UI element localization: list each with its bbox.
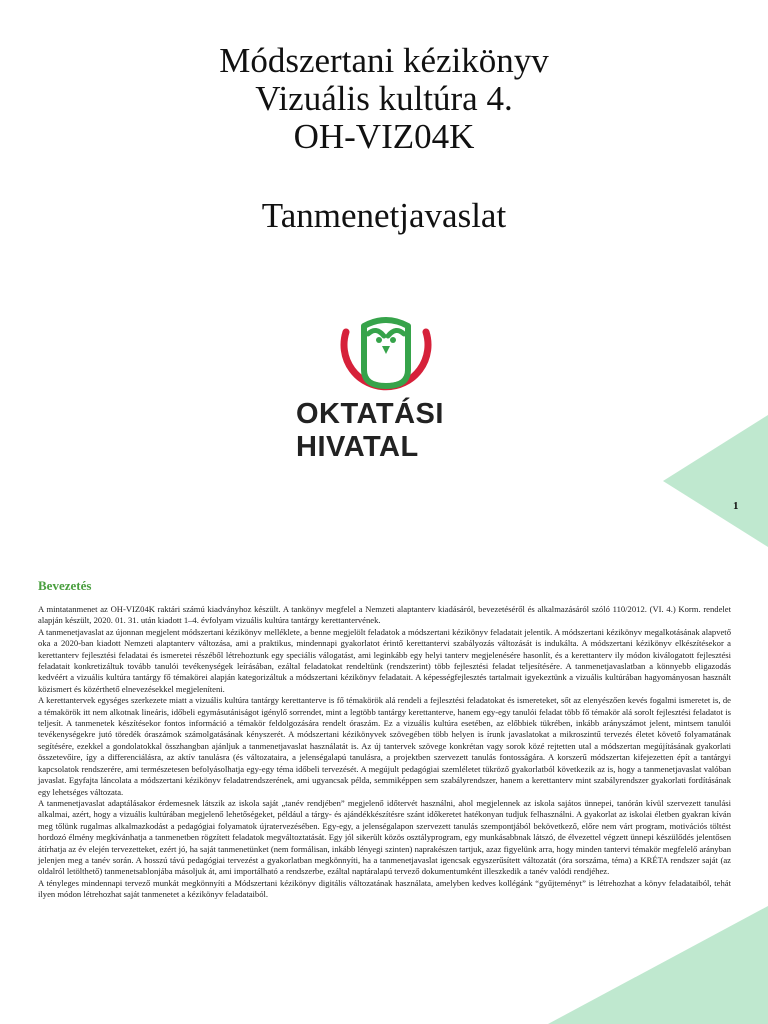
logo-wordmark: [296, 398, 486, 464]
title-line-2: Vizuális kultúra 4.: [255, 79, 513, 118]
title-line-1: Módszertani kézikönyv: [219, 41, 549, 80]
owl-logo-icon: [316, 312, 456, 392]
paragraph: A tanmenetjavaslat az újonnan megjelent módszertani kézikönyv melléklete, a benne megjelölt feladatok a módszertani kézikönyv feladatait jelentik. A módszertani kézikönyv megalkotásának alapvető oka a 2020-ban kiadott Nemzeti alaptanterv változása, ami a praktikus, mindennapi gyakorlatot érintő kerettantervi szabályozás változását is indukálta. A módszertani kézikönyv elkészítésekor a kerettanterv fejlesztési feladatai és ismeretei részéből létrehoztunk egy speciális válogatást, ami leginkább egy helyi tanterv megjelenésére hasonlít, és a kerettanterv ily módon kiválogatott fejlesztési feladatait konkretizáltuk tovább tanulói tevékenységek leírásában, ezáltal feladatokat rendeltünk (rendszerint) több fejlesztési feladat teljesítésére. A tanmenetjavaslatban a könnyebb eligazodás kedvéért a vizuális kultúra tantárgy fő témakörei alapján kategorizáltuk a módszertani kézikönyv feladatait. A képességfejlesztés tartalmait igyekeztünk a vizuális kultúrában hagyományosan használt közismert és közérthető elnevezésekkel megjeleníteni.: [38, 626, 731, 694]
title-line-3: OH-VIZ04K: [293, 117, 475, 156]
intro-page: [0, 548, 768, 1024]
paragraph: A tényleges mindennapi tervező munkát megkönnyíti a Módszertani kézikönyv digitális változatának használata, amelyben kedves kollégánk “gyűjteményt” is létrehozhat a könyv feladataiból, tehát ilyen módon létrehozhat saját tanmenetet a kézikönyv feladataiból.: [38, 877, 731, 900]
page-number: 1: [733, 500, 739, 512]
document-subtitle: Tanmenetjavaslat: [261, 196, 507, 235]
decorative-triangle-top: [663, 415, 768, 547]
section-heading: Bevezetés: [38, 578, 92, 593]
logo-line-1: OKTATÁSI: [296, 398, 444, 430]
paragraph: A kerettantervek egységes szerkezete miatt a vizuális kultúra tantárgy kerettanterve is fő témakörök alá rendeli a fejlesztési feladatokat és ismereteket, sőt az elenyészően kevés fogalmi ismeretet is, de a témakörök itt nem alkotnak lineáris, időbeli egymásutániságot igénylő sorrendet, mint a legtöbb tantárgy kerettanterve, hanem egy-egy tanulói feladat több fő témakör alá sorolt fejlesztési feladatot is teljesít. A tanmenetek készítésekor fontos információ a témakör feldolgozására rendelt óraszám. Ez a vizuális kultúra esetében, az előbbiek tükrében, inkább arányszámot jelent, mintsem tanulói tevékenységekre jutó töredék óraszámok számolgatásának kényszerét. A módszertani kézikönyvek szövegében több helyen is írunk javaslatokat a mikroszintű tervezés életet követő folyamatának segítésére, ezekkel a gondolatokkal összhangban ajánljuk a tanmenetjavaslat használatát is. Az új tantervek szövege konkrétan vagy sorok közé rejtetten utal a módszertan megújításának gyakorlati összetevőire, így a differenciálásra, az aktív tanulásra (és változataira, a jelenségalapú tanulásra, a projektben szervezett tanulás fontosságára. A korszerű módszertan kifejezetten épít a tantárgyi kapcsolatok rendszerére, ami természetesen befolyásolhatja egy-egy téma időbeli tervezését. A megújult pedagógiai szemléletet tükröző gyakorlatból következik az is, hogy a tanmenetjavaslat valóban javaslat. Egyfajta láncolata a módszertani kézikönyv feladatrendszerének, ami ugyancsak példa, semmiképpen sem szabályrendszer, hanem a kerettanterv mint szabályrendszer gyakorlati fordításának egy lehetséges változata.: [38, 695, 731, 797]
decorative-triangle-bottom: [548, 906, 768, 1024]
paragraph: A tanmenetjavaslat adaptálásakor érdemesnek látszik az iskola saját „tanév rendjében” megjelenő időtervét használni, ahol megjelennek az iskola sajátos ünnepei, tanórán kívül szervezett tanulási alkalmai, azért, hogy a vizuális kultúrában megjelenő lehetőségeket, például a tárgy- és ajándékkészítésre szánt időkeretet hatékonyan tudjuk felhasználni. A gyakorlat az iskolai életben gyakran kíván meg tőlünk rugalmas alkalmazkodást a pedagógiai folyamatok újratervezésében. Egy-egy, a jelenségalapon szervezett tanulás szempontjából bekövetkező, előre nem várt program, motivációs töltést hordozó élmény megkívánhatja a tanmenetben rögzített feladatok megváltoztatását. Egy jól sikerült közös osztályprogram, egy munkásabbnak látszó, de élvezettel végzett ünnepi készülődés jelentősen átírhatja az év elején tervezetteket, ezért jó, ha saját tanmenetünket (nem formálisan, inkább lényegi szinten) naprakészen tartjuk, azaz figyelünk arra, hogy minden tantervi témakör megfelelő arányban jelenjen meg a tanév során. A hosszú távú pedagógiai tervezést a gyakorlatban megkönnyíti, ha a tanmenetjavaslat igencsak egyszerűsített változatát (óra sorszáma, téma) a KRÉTA rendszer saját (az oldalról letölthető) tanmenetsablonjába másoljuk át, ami importálható a rendszerbe, ezáltal naptáralapú tervező dokumentumként illeszkedik a tanév valódi rendjéhez.: [38, 797, 731, 877]
document-title: [0, 42, 768, 156]
intro-body: [38, 604, 731, 901]
paragraph: A mintatanmenet az OH-VIZ04K raktári számú kiadványhoz készült. A tankönyv megfelel a Nemzeti alaptanterv kiadásáról, bevezetéséről és alkalmazásáról szóló 110/2012. (VI. 4.) Korm. rendelet alapján készült, 2020. 01. 31. után kiadott 1–4. évfolyam vizuális kultúra tantárgy kerettantervének.: [38, 604, 731, 626]
logo-line-2: HIVATAL: [296, 431, 419, 463]
